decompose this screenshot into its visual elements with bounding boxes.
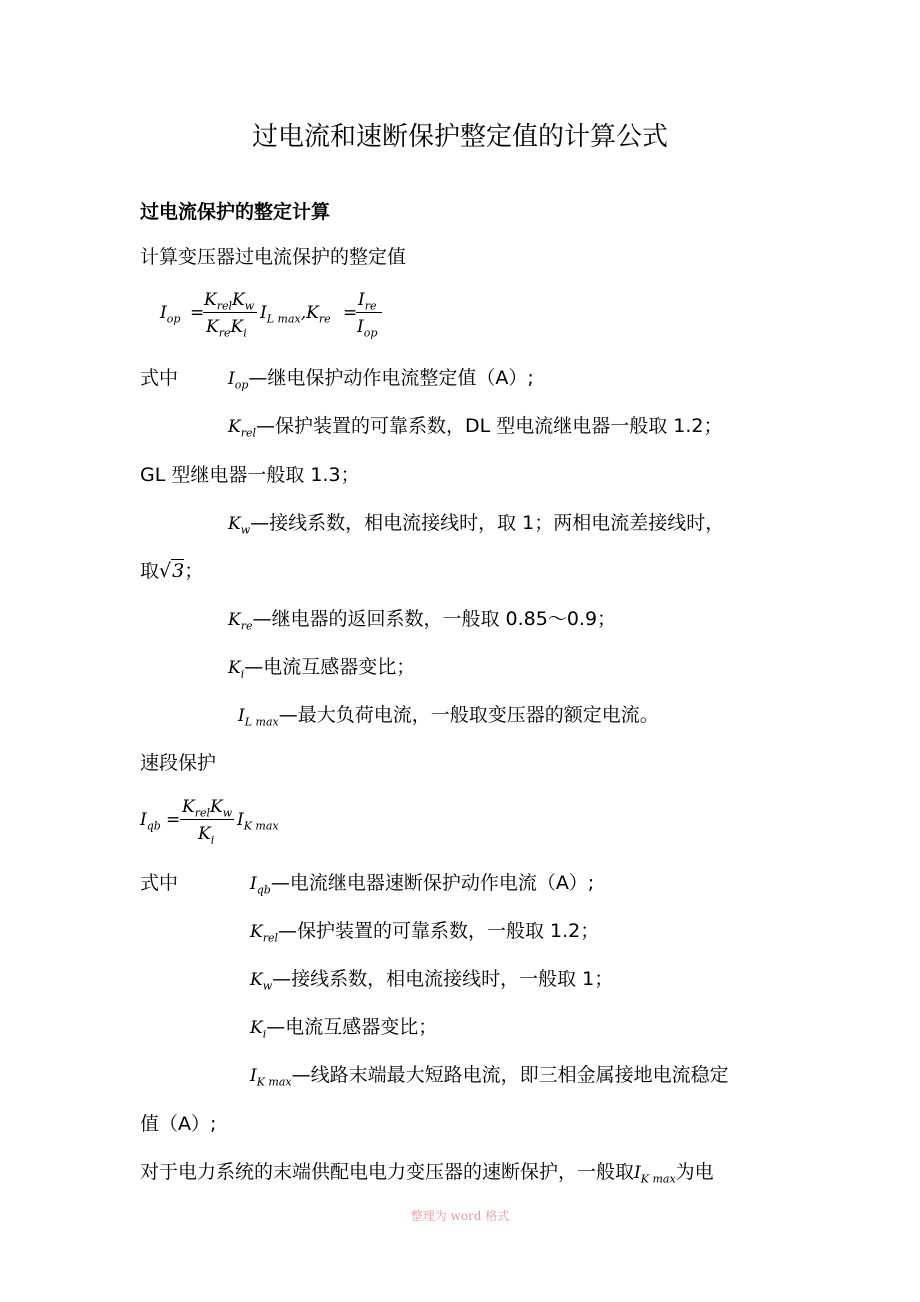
def-krel-2: $K_{rel}—$保护装置的可靠系数，一般取 1.2；: [250, 920, 600, 945]
def-iop: $I_{op}—$继电保护动作电流整定值（A）;: [228, 367, 534, 392]
defs-label-2: 式中: [140, 872, 179, 894]
def-ilmax: $I_{L max}—$最大负荷电流，一般取变压器的额定电流。: [238, 704, 659, 729]
def-iqb: $I_{qb}—$电流继电器速断保护动作电流（A）;: [250, 872, 595, 897]
def-kw: $K_w—$接线系数，相电流接线时，取 1；两相电流差接线时，: [228, 512, 725, 537]
def-kw-2: $K_w—$接线系数，相电流接线时，一般取 1；: [250, 968, 614, 993]
page-title: 过电流和速断保护整定值的计算公式: [251, 122, 668, 152]
intro-text: 计算变压器过电流保护的整定值: [140, 246, 407, 268]
defs-label: 式中: [140, 367, 179, 389]
footer-watermark: 整理为 word 格式: [410, 1209, 510, 1223]
section-heading-overcurrent: 过电流保护的整定计算: [140, 201, 331, 223]
def-krel-cont: GL 型继电器一般取 1.3；: [140, 464, 360, 486]
def-ki: $K_i—$电流互感器变比；: [228, 656, 416, 681]
def-ikmax-cont: 值（A）;: [140, 1113, 217, 1135]
def-ikmax: $I_{K max}—$线路末端最大短路电流，即三相金属接地电流稳定: [250, 1064, 729, 1089]
closing-sentence: 对于电力系统的末端供配电电力变压器的速断保护，一般取$I_{K max}$为电: [140, 1161, 714, 1186]
section-heading-instantaneous: 速段保护: [140, 752, 217, 774]
def-ki-2: $K_i—$电流互感器变比；: [250, 1016, 438, 1041]
formula-overcurrent: $I_{op}$ = $K_{rel}K_w$ $K_{re}K_i$ $I_{L max},K_{re}$ = $I_{re}$ $I_{op}$: [160, 290, 420, 344]
def-kre: $K_{re}—$继电器的返回系数，一般取 0.85～0.9；: [228, 608, 617, 633]
def-krel: $K_{rel}—$保护装置的可靠系数，DL 型电流继电器一般取 1.2；: [228, 415, 723, 440]
formula-instantaneous: $I_{qb}$ = $K_{rel}K_w$ $K_i$ $I_{K max}$: [140, 797, 279, 847]
def-kw-cont: 取√3；: [140, 560, 204, 582]
